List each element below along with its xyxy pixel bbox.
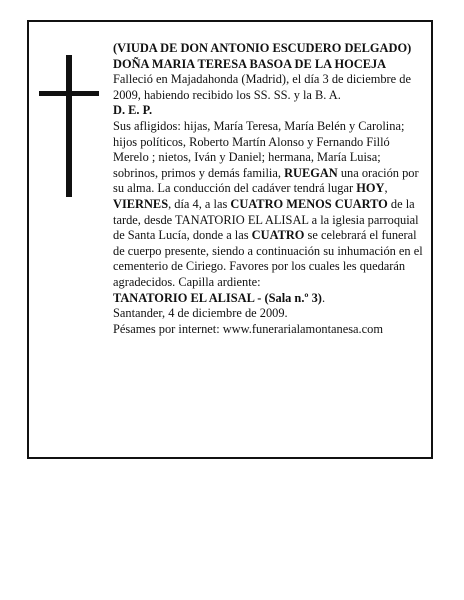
condolences-line: Pésames por internet: www.funerarialamontanesa.com (113, 321, 383, 336)
chapel-line (113, 291, 425, 307)
family-paragraph (113, 119, 425, 291)
dep-line: D. E. P. (113, 103, 153, 118)
cross-horizontal-bar (39, 91, 99, 96)
widow-line: (VIUDA DE DON ANTONIO ESCUDERO DELGADO) (113, 41, 412, 55)
route-text: de la tarde, desde TANATORIO EL ALISAL a la iglesia parroquial de Santa Lucía, donde a las (113, 196, 419, 243)
today-keyword: HOY (356, 181, 385, 196)
request-text: una oración por su alma. La conducción del cadáver tendrá lugar (113, 165, 419, 196)
request-keyword: RUEGAN (284, 165, 338, 180)
family-list: Sus afligidos: hijas, María Teresa, María Belén y Carolina; hijos políticos, Roberto Martín Alonso y Fernando Filló Merelo ; nietos, Iván y Daniel; hermana, María Luisa; sobrinos, primos y demás familia, (113, 118, 405, 180)
chapel-location: TANATORIO EL ALISAL - (Sala n.º 3) (113, 290, 322, 305)
funeral-text: se celebrará el funeral de cuerpo presente, siendo a continuación su inhumación en el cementerio de Ciriego. Favores por los cuales les quedarán agradecidos. Capilla ardiente: (113, 228, 423, 289)
death-announcement: Falleció en Majadahonda (Madrid), el día 3 de diciembre de 2009, habiendo recibido los SS. SS. y la B. A. (113, 72, 411, 102)
cross-icon (39, 55, 99, 197)
deceased-name: DOÑA MARIA TERESA BASOA DE LA HOCEJA (113, 56, 387, 71)
funeral-time-keyword: CUATRO (251, 228, 305, 243)
cross-vertical-bar (66, 55, 72, 197)
obituary-notice (27, 20, 433, 459)
time-keyword: CUATRO MENOS CUARTO (230, 196, 388, 211)
chapel-tail: . (321, 290, 326, 305)
place-date: Santander, 4 de diciembre de 2009. (113, 306, 288, 321)
obituary-text (113, 41, 425, 337)
day-text: , día 4, a las (168, 196, 231, 211)
separator: , (384, 181, 388, 196)
weekday-keyword: VIERNES (113, 196, 169, 211)
